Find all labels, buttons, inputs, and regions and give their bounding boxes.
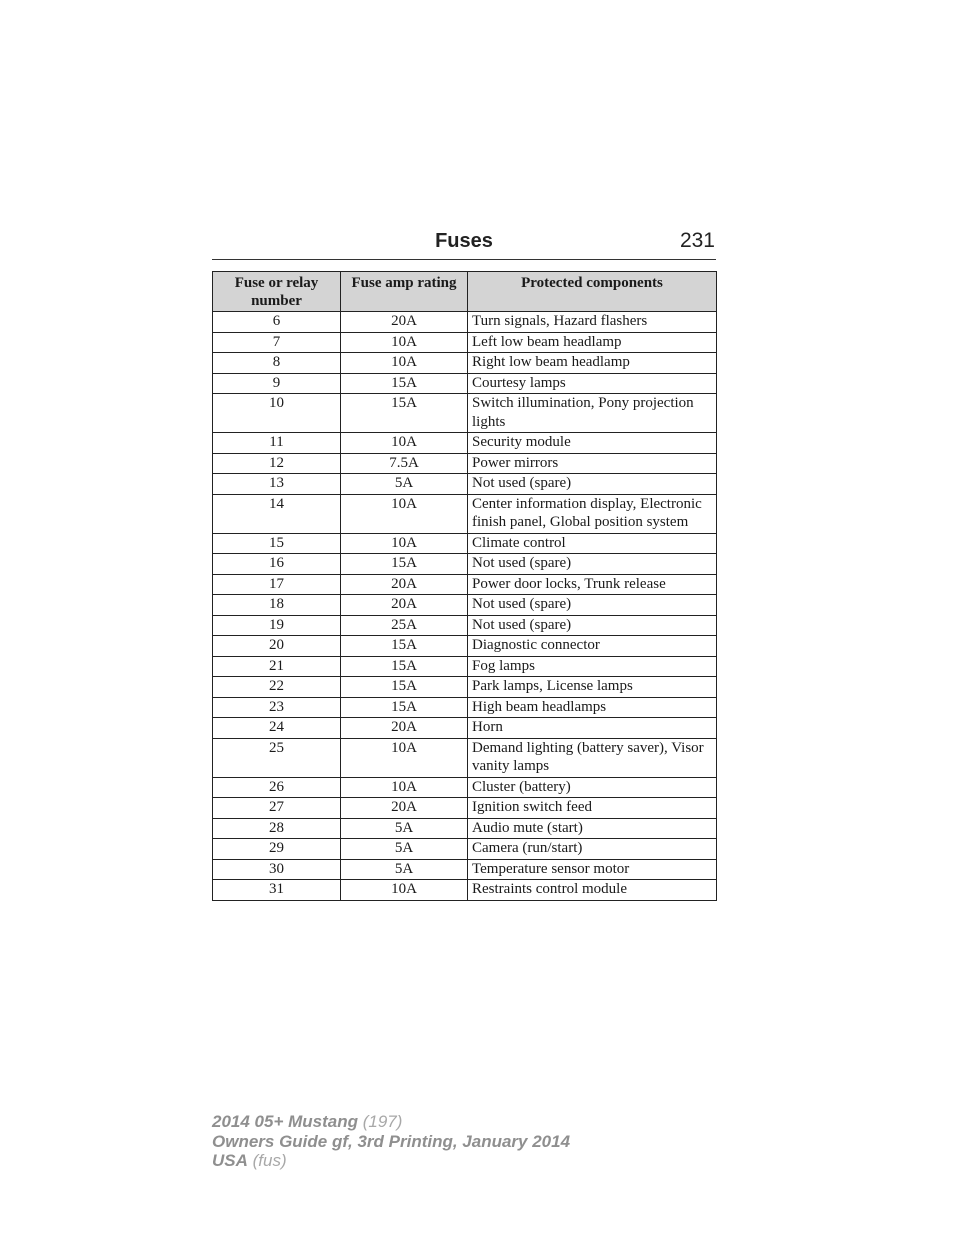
fuse-number-cell: 6 bbox=[213, 312, 341, 333]
fuse-number-cell: 7 bbox=[213, 332, 341, 353]
footer-guide: Owners Guide gf, 3rd Printing, January 2014 bbox=[212, 1131, 571, 1151]
protected-components-cell: Diagnostic connector bbox=[468, 636, 717, 657]
table-row bbox=[213, 595, 717, 616]
fuse-number-cell: 8 bbox=[213, 353, 341, 374]
amp-rating-cell: 15A bbox=[341, 394, 468, 433]
amp-rating-cell: 10A bbox=[341, 738, 468, 777]
amp-rating-cell: 20A bbox=[341, 312, 468, 333]
protected-components-cell: Courtesy lamps bbox=[468, 373, 717, 394]
amp-rating-cell: 15A bbox=[341, 697, 468, 718]
table-row bbox=[213, 615, 717, 636]
section-title: Fuses bbox=[435, 230, 493, 252]
fuse-number-cell: 10 bbox=[213, 394, 341, 433]
table-row bbox=[213, 859, 717, 880]
table-row bbox=[213, 373, 717, 394]
table-row bbox=[213, 533, 717, 554]
protected-components-cell: Not used (spare) bbox=[468, 595, 717, 616]
table-row bbox=[213, 738, 717, 777]
fuse-number-cell: 24 bbox=[213, 718, 341, 739]
fuse-number-cell: 11 bbox=[213, 433, 341, 454]
amp-rating-cell: 10A bbox=[341, 494, 468, 533]
fuse-number-cell: 31 bbox=[213, 880, 341, 901]
amp-rating-cell: 15A bbox=[341, 373, 468, 394]
table-row bbox=[213, 636, 717, 657]
fuse-number-cell: 27 bbox=[213, 798, 341, 819]
table-row bbox=[213, 332, 717, 353]
fuse-number-cell: 12 bbox=[213, 453, 341, 474]
amp-rating-cell: 20A bbox=[341, 595, 468, 616]
amp-rating-cell: 7.5A bbox=[341, 453, 468, 474]
footer-line-guide bbox=[212, 1132, 570, 1152]
table-row bbox=[213, 798, 717, 819]
table-row bbox=[213, 474, 717, 495]
column-header-fuse-number: Fuse or relay number bbox=[213, 272, 341, 312]
fuse-number-cell: 26 bbox=[213, 777, 341, 798]
table-row bbox=[213, 839, 717, 860]
fuse-number-cell: 29 bbox=[213, 839, 341, 860]
protected-components-cell: Not used (spare) bbox=[468, 554, 717, 575]
amp-rating-cell: 10A bbox=[341, 332, 468, 353]
table-row bbox=[213, 433, 717, 454]
protected-components-cell: Demand lighting (battery saver), Visor vanity lamps bbox=[468, 738, 717, 777]
amp-rating-cell: 20A bbox=[341, 574, 468, 595]
table-row bbox=[213, 718, 717, 739]
amp-rating-cell: 20A bbox=[341, 718, 468, 739]
table-row bbox=[213, 777, 717, 798]
fuse-number-cell: 19 bbox=[213, 615, 341, 636]
amp-rating-cell: 15A bbox=[341, 656, 468, 677]
protected-components-cell: Ignition switch feed bbox=[468, 798, 717, 819]
protected-components-cell: Not used (spare) bbox=[468, 615, 717, 636]
fuse-number-cell: 21 bbox=[213, 656, 341, 677]
amp-rating-cell: 10A bbox=[341, 880, 468, 901]
fuse-number-cell: 28 bbox=[213, 818, 341, 839]
table-row bbox=[213, 677, 717, 698]
protected-components-cell: High beam headlamps bbox=[468, 697, 717, 718]
table-row bbox=[213, 312, 717, 333]
protected-components-cell: Park lamps, License lamps bbox=[468, 677, 717, 698]
table-row bbox=[213, 394, 717, 433]
amp-rating-cell: 15A bbox=[341, 636, 468, 657]
protected-components-cell: Horn bbox=[468, 718, 717, 739]
protected-components-cell: Audio mute (start) bbox=[468, 818, 717, 839]
protected-components-cell: Turn signals, Hazard flashers bbox=[468, 312, 717, 333]
fuse-number-cell: 25 bbox=[213, 738, 341, 777]
amp-rating-cell: 15A bbox=[341, 554, 468, 575]
protected-components-cell: Fog lamps bbox=[468, 656, 717, 677]
amp-rating-cell: 10A bbox=[341, 777, 468, 798]
fuse-table-body bbox=[213, 312, 717, 901]
footer-model: 2014 05+ Mustang bbox=[212, 1112, 358, 1131]
amp-rating-cell: 10A bbox=[341, 433, 468, 454]
table-row bbox=[213, 453, 717, 474]
fuse-number-cell: 30 bbox=[213, 859, 341, 880]
fuse-number-cell: 13 bbox=[213, 474, 341, 495]
column-header-protected-components: Protected components bbox=[468, 272, 717, 312]
protected-components-cell: Center information display, Electronic finish panel, Global position system bbox=[468, 494, 717, 533]
table-row bbox=[213, 353, 717, 374]
protected-components-cell: Restraints control module bbox=[468, 880, 717, 901]
table-row bbox=[213, 880, 717, 901]
footer-market: USA bbox=[212, 1151, 248, 1170]
column-header-amp-rating: Fuse amp rating bbox=[341, 272, 468, 312]
protected-components-cell: Camera (run/start) bbox=[468, 839, 717, 860]
table-row bbox=[213, 818, 717, 839]
document-footer bbox=[212, 1112, 570, 1171]
fuse-number-cell: 18 bbox=[213, 595, 341, 616]
amp-rating-cell: 5A bbox=[341, 839, 468, 860]
amp-rating-cell: 5A bbox=[341, 818, 468, 839]
amp-rating-cell: 10A bbox=[341, 533, 468, 554]
fuse-table-header bbox=[213, 272, 717, 312]
protected-components-cell: Not used (spare) bbox=[468, 474, 717, 495]
footer-line-market bbox=[212, 1151, 570, 1171]
amp-rating-cell: 15A bbox=[341, 677, 468, 698]
fuse-number-cell: 17 bbox=[213, 574, 341, 595]
page-number: 231 bbox=[679, 229, 715, 252]
fuse-table bbox=[212, 271, 717, 901]
amp-rating-cell: 5A bbox=[341, 474, 468, 495]
fuse-number-cell: 14 bbox=[213, 494, 341, 533]
table-row bbox=[213, 554, 717, 575]
fuse-number-cell: 23 bbox=[213, 697, 341, 718]
footer-market-code: (fus) bbox=[252, 1151, 287, 1170]
footer-line-model bbox=[212, 1112, 570, 1132]
protected-components-cell: Security module bbox=[468, 433, 717, 454]
fuse-number-cell: 16 bbox=[213, 554, 341, 575]
amp-rating-cell: 10A bbox=[341, 353, 468, 374]
table-row bbox=[213, 494, 717, 533]
table-row bbox=[213, 656, 717, 677]
protected-components-cell: Power mirrors bbox=[468, 453, 717, 474]
protected-components-cell: Left low beam headlamp bbox=[468, 332, 717, 353]
footer-model-code: (197) bbox=[362, 1112, 403, 1131]
table-row bbox=[213, 574, 717, 595]
fuse-number-cell: 22 bbox=[213, 677, 341, 698]
table-row bbox=[213, 697, 717, 718]
header-row bbox=[213, 272, 717, 312]
protected-components-cell: Temperature sensor motor bbox=[468, 859, 717, 880]
fuse-number-cell: 15 bbox=[213, 533, 341, 554]
protected-components-cell: Cluster (battery) bbox=[468, 777, 717, 798]
protected-components-cell: Switch illumination, Pony projection lights bbox=[468, 394, 717, 433]
amp-rating-cell: 25A bbox=[341, 615, 468, 636]
fuse-number-cell: 9 bbox=[213, 373, 341, 394]
protected-components-cell: Climate control bbox=[468, 533, 717, 554]
fuse-number-cell: 20 bbox=[213, 636, 341, 657]
protected-components-cell: Power door locks, Trunk release bbox=[468, 574, 717, 595]
protected-components-cell: Right low beam headlamp bbox=[468, 353, 717, 374]
amp-rating-cell: 5A bbox=[341, 859, 468, 880]
page-header bbox=[212, 229, 716, 260]
amp-rating-cell: 20A bbox=[341, 798, 468, 819]
